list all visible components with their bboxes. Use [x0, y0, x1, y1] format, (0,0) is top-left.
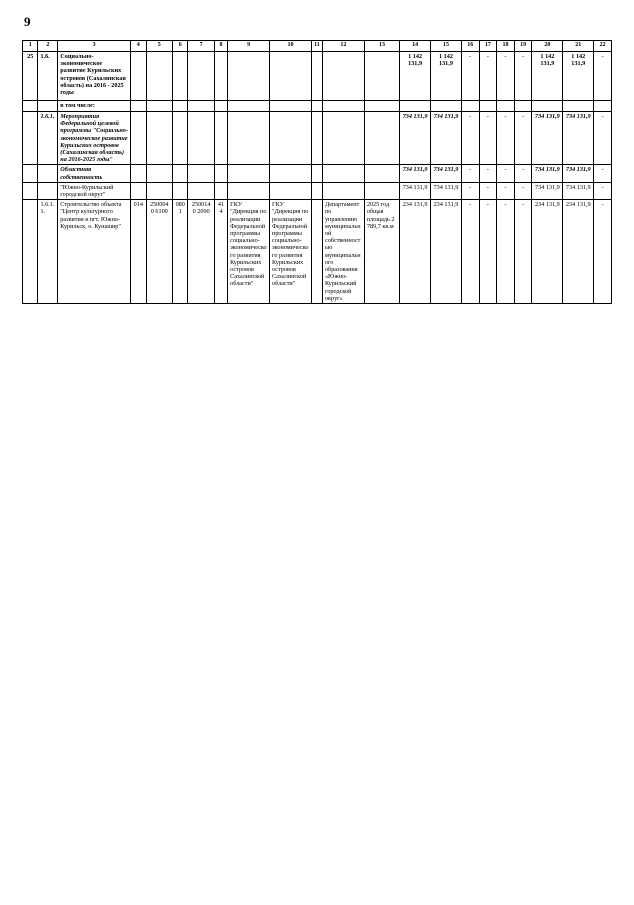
cell: -: [479, 112, 497, 165]
cell: [146, 165, 172, 182]
cell: 234 131,9: [431, 200, 462, 304]
cell: [146, 112, 172, 165]
column-number: 9: [228, 41, 270, 52]
column-number: 16: [461, 41, 479, 52]
cell: [228, 165, 270, 182]
cell: 1.6.1.: [38, 112, 58, 165]
cell: [146, 182, 172, 199]
cell: [172, 101, 187, 112]
cell: [38, 182, 58, 199]
cell: [563, 101, 594, 112]
page-number: 9: [24, 14, 31, 29]
cell: [23, 182, 38, 199]
cell: [214, 182, 227, 199]
cell: Строительство объекта "Центр культурного развития в пгт. Южно-Курильск, о. Кунашир": [58, 200, 131, 304]
cell: [172, 165, 187, 182]
cell: 1 142 131,9: [431, 52, 462, 101]
cell: -: [497, 165, 515, 182]
cell: "Южно-Курильский городской округ": [58, 182, 131, 199]
cell: 2500140 2090: [188, 200, 214, 304]
cell: [23, 101, 38, 112]
cell: 734 131,9: [400, 182, 431, 199]
cell: 234 131,9: [532, 200, 563, 304]
cell: -: [479, 200, 497, 304]
cell: -: [497, 52, 515, 101]
column-number: 2: [38, 41, 58, 52]
column-number: 18: [497, 41, 515, 52]
cell: [214, 52, 227, 101]
cell: 2025 год общая площадь 2 789,7 кв.м: [364, 200, 399, 304]
cell: [228, 52, 270, 101]
cell: [146, 101, 172, 112]
cell: -: [479, 165, 497, 182]
cell: 0801: [172, 200, 187, 304]
cell: [461, 101, 479, 112]
cell: [311, 165, 322, 182]
cell: [228, 182, 270, 199]
cell: [228, 101, 270, 112]
cell: [364, 112, 399, 165]
table-row: [23, 165, 612, 182]
column-number: 22: [594, 41, 612, 52]
cell: -: [594, 165, 612, 182]
cell: -: [461, 200, 479, 304]
cell: 734 131,9: [400, 165, 431, 182]
cell: [188, 112, 214, 165]
table-row: [23, 52, 612, 101]
cell: [23, 165, 38, 182]
cell: -: [514, 165, 532, 182]
cell: 734 131,9: [563, 182, 594, 199]
column-number: 15: [431, 41, 462, 52]
cell: 25: [23, 52, 38, 101]
column-number: 7: [188, 41, 214, 52]
cell: [364, 165, 399, 182]
cell: 734 131,9: [400, 112, 431, 165]
cell: [146, 52, 172, 101]
cell: -: [594, 52, 612, 101]
program-table: [22, 40, 612, 304]
cell: -: [514, 52, 532, 101]
column-number: 20: [532, 41, 563, 52]
program-table-wrapper: [22, 40, 612, 304]
cell: [38, 101, 58, 112]
cell: ГКУ "Дирекция по реализации Федеральной программы социально-экономического развития Курильских островов Сахалинской области": [228, 200, 270, 304]
cell: 234 131,9: [400, 200, 431, 304]
cell: -: [514, 182, 532, 199]
cell: ГКУ "Дирекция по реализации Федеральной программы социально-экономического развития Курильских островов Сахалинской области": [270, 200, 312, 304]
cell: -: [497, 112, 515, 165]
cell: -: [594, 182, 612, 199]
cell: [400, 101, 431, 112]
cell: [172, 112, 187, 165]
cell: Областная собственность: [58, 165, 131, 182]
cell: 734 131,9: [431, 182, 462, 199]
cell: [322, 101, 364, 112]
cell: [322, 52, 364, 101]
column-number-row: [23, 41, 612, 52]
cell: -: [461, 52, 479, 101]
cell: [270, 165, 312, 182]
cell: [172, 52, 187, 101]
cell: [214, 112, 227, 165]
column-number: 8: [214, 41, 227, 52]
column-number: 1: [23, 41, 38, 52]
column-number: 13: [364, 41, 399, 52]
cell: [364, 182, 399, 199]
cell: 2500040 6100: [146, 200, 172, 304]
cell: [311, 112, 322, 165]
cell: [131, 165, 146, 182]
cell: [172, 182, 187, 199]
cell: [311, 101, 322, 112]
cell: [228, 112, 270, 165]
cell: [431, 101, 462, 112]
column-number: 11: [311, 41, 322, 52]
cell: Мероприятия Федеральной целевой программы "Социально-экономическое развитие Курильских островов (Сахалинская область) на 2016-2025 годы": [58, 112, 131, 165]
column-number: 3: [58, 41, 131, 52]
cell: 734 131,9: [431, 112, 462, 165]
cell: 734 131,9: [563, 165, 594, 182]
column-number: 5: [146, 41, 172, 52]
column-number: 12: [322, 41, 364, 52]
column-number: 14: [400, 41, 431, 52]
cell: [214, 101, 227, 112]
cell: 234 131,9: [563, 200, 594, 304]
cell: 1 142 131,9: [563, 52, 594, 101]
cell: [188, 182, 214, 199]
cell: [479, 101, 497, 112]
cell: [270, 52, 312, 101]
cell: [188, 101, 214, 112]
cell: [131, 182, 146, 199]
cell: -: [497, 182, 515, 199]
cell: [322, 165, 364, 182]
cell: [311, 182, 322, 199]
cell: [270, 182, 312, 199]
cell: 734 131,9: [532, 112, 563, 165]
cell: [497, 101, 515, 112]
cell: [514, 101, 532, 112]
cell: [131, 101, 146, 112]
cell: [131, 112, 146, 165]
cell: [188, 165, 214, 182]
cell: [364, 101, 399, 112]
cell: 734 131,9: [532, 182, 563, 199]
cell: -: [461, 112, 479, 165]
cell: -: [497, 200, 515, 304]
column-number: 17: [479, 41, 497, 52]
cell: [322, 182, 364, 199]
cell: [364, 52, 399, 101]
cell: [322, 112, 364, 165]
column-number: 4: [131, 41, 146, 52]
table-row: [23, 182, 612, 199]
table-row: [23, 200, 612, 304]
cell: -: [514, 112, 532, 165]
cell: [214, 165, 227, 182]
cell: -: [479, 182, 497, 199]
column-number: 10: [270, 41, 312, 52]
table-body: [23, 41, 612, 304]
cell: 734 131,9: [431, 165, 462, 182]
cell: Департамент по управлению муниципальной собственностью муниципального образования «Южно-Курильский городской округ»: [322, 200, 364, 304]
cell: [131, 52, 146, 101]
cell: 1 142 131,9: [400, 52, 431, 101]
cell: в том числе:: [58, 101, 131, 112]
cell: 1 142 131,9: [532, 52, 563, 101]
table-row: [23, 112, 612, 165]
cell: [311, 200, 322, 304]
cell: -: [594, 200, 612, 304]
column-number: 19: [514, 41, 532, 52]
cell: -: [514, 200, 532, 304]
cell: [270, 112, 312, 165]
cell: [38, 165, 58, 182]
column-number: 21: [563, 41, 594, 52]
cell: [23, 112, 38, 165]
cell: 734 131,9: [563, 112, 594, 165]
table-row: [23, 101, 612, 112]
cell: [23, 200, 38, 304]
cell: [188, 52, 214, 101]
cell: 734 131,9: [532, 165, 563, 182]
cell: [270, 101, 312, 112]
cell: 1.6.1.1.: [38, 200, 58, 304]
cell: Социально-экономическое развитие Курильских островов (Сахалинская область) на 2016 - 2025 годы: [58, 52, 131, 101]
cell: 014: [131, 200, 146, 304]
cell: -: [594, 112, 612, 165]
cell: -: [479, 52, 497, 101]
cell: 1.6.: [38, 52, 58, 101]
cell: [532, 101, 563, 112]
cell: [311, 52, 322, 101]
cell: [594, 101, 612, 112]
cell: -: [461, 182, 479, 199]
cell: -: [461, 165, 479, 182]
cell: 414: [214, 200, 227, 304]
column-number: 6: [172, 41, 187, 52]
